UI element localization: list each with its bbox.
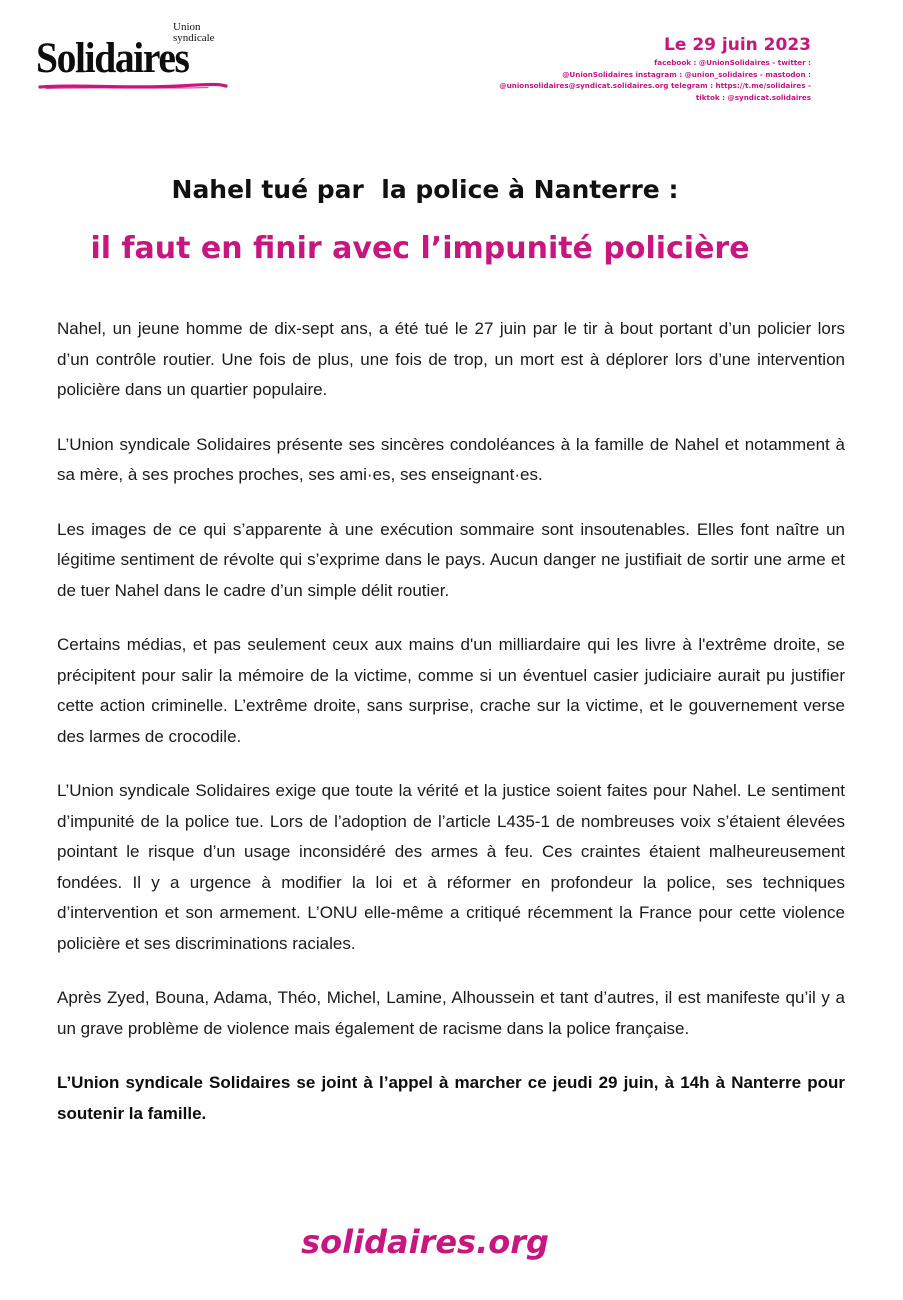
- press-release-body: [57, 314, 845, 1153]
- logo-union-text: Union: [173, 21, 201, 33]
- footer-website-link[interactable]: solidaires.org: [301, 1223, 549, 1261]
- paragraph: Nahel, un jeune homme de dix-sept ans, a été tué le 27 juin par le tir à bout portant d’un policier lors d’un contrôle routier. Une fois de plus, une fois de trop, un mort est à déplorer lors d’une intervention policière dans un quartier populaire.: [57, 319, 845, 399]
- logo-wordmark: Solidaires: [36, 35, 189, 82]
- social-line: @UnionSolidaires instagram : @union_solidaires - mastodon :: [562, 69, 811, 79]
- paragraph: Les images de ce qui s’apparente à une exécution sommaire sont insoutenables. Elles font naître un légitime sentiment de révolte qui s’exprime dans le pays. Aucun danger ne justifiait de sortir une arme et de tuer Nahel dans le cadre d’un simple délit routier.: [57, 519, 845, 600]
- header-info: [391, 34, 811, 103]
- paragraph: Certains médias, et pas seulement ceux aux mains d'un milliardaire qui les livre à l'extrême droite, se précipitent pour salir la mémoire de la victime, comme si un éventuel casier judiciaire aurait pu justifier cette action criminelle. L’extrême droite, sans surprise, crache sur la victime, et le gouvernement verse des larmes de crocodile.: [57, 635, 845, 746]
- headline: Nahel tué par la police à Nanterre :: [171, 175, 679, 204]
- logo-syndicale-text: syndicale: [173, 32, 215, 44]
- document-date: Le 29 juin 2023: [664, 35, 811, 55]
- social-links: [391, 57, 811, 103]
- subheadline: il faut en finir avec l’impunité policière: [90, 231, 750, 266]
- logo-brush-underline: [38, 82, 228, 90]
- paragraph: L’Union syndicale Solidaires exige que toute la vérité et la justice soient faites pour Nahel. Le sentiment d’impunité de la police tue. Lors de l’adoption de l’article L435-1 de nombreuses voix s’étaient élevées pointant le risque d’un usage inconsidéré des armes à feu. Ces craintes étaient malheureusement fondées. Il y a urgence à modifier la loi et à réformer en profondeur la police, ses techniques d’intervention et son armement. L’ONU elle-même a critiqué récemment la France pour cette violence policière et ses discriminations raciales.: [57, 781, 845, 953]
- paragraph: Après Zyed, Bouna, Adama, Théo, Michel, Lamine, Alhoussein et tant d’autres, il est manifeste qu’il y a un grave problème de violence mais également de racisme dans la police française.: [57, 988, 845, 1038]
- social-line: @unionsolidaires@syndicat.solidaires.org telegram : https://t.me/solidaires -: [499, 81, 811, 90]
- solidaires-logo: [36, 22, 236, 94]
- social-line: facebook : @UnionSolidaires - twitter :: [654, 58, 811, 67]
- paragraph: L’Union syndicale Solidaires présente ses sincères condoléances à la famille de Nahel et notamment à sa mère, à ses proches proches, ses ami·es, ses enseignant·es.: [57, 434, 845, 484]
- closing-call-to-action: L’Union syndicale Solidaires se joint à l’appel à marcher ce jeudi 29 juin, à 14h à Nanterre pour soutenir la famille.: [57, 1073, 845, 1123]
- social-line: tiktok : @syndicat.solidaires: [695, 92, 811, 102]
